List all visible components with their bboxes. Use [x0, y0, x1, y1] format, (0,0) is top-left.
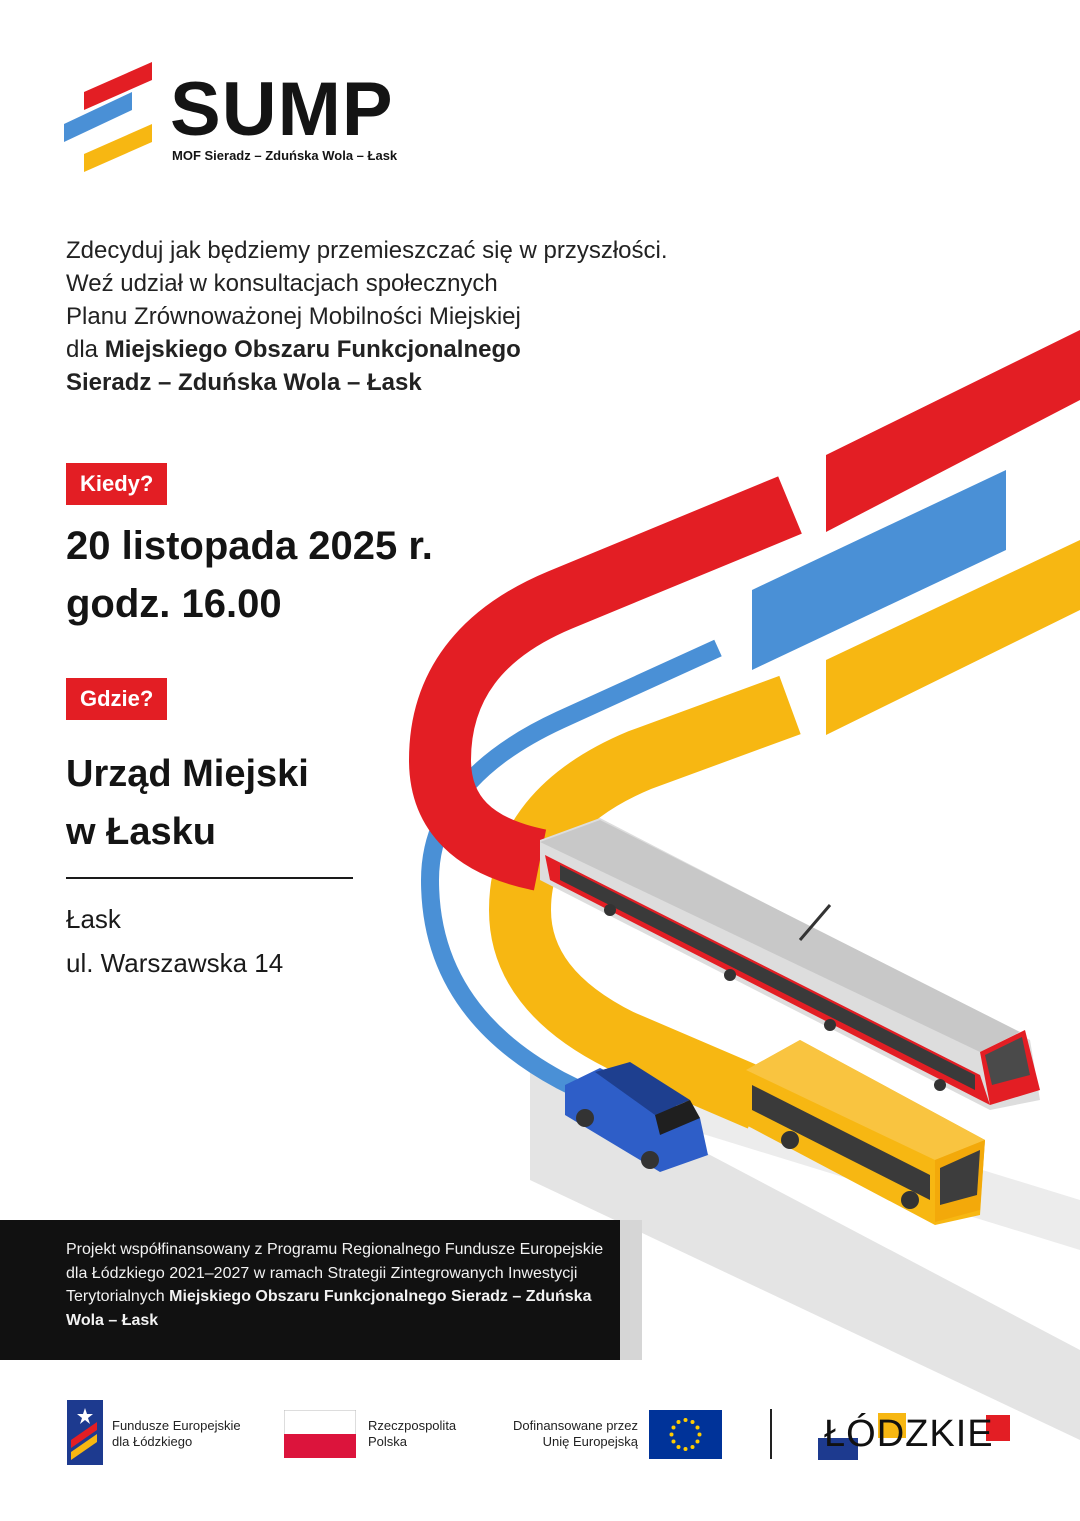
logo-title: SUMP [170, 67, 394, 152]
event-date-line: 20 listopada 2025 r. [66, 524, 433, 568]
logo-text-line: dla Łódzkiego [112, 1434, 193, 1449]
logo-text-line: Polska [368, 1434, 408, 1449]
event-place [66, 745, 309, 861]
intro-line: Weź udział w konsultacjach społecznych [66, 270, 498, 297]
logo-text-line: Fundusze Europejskie [112, 1418, 241, 1433]
intro-line: Zdecyduj jak będziemy przemieszczać się w przyszłości. [66, 237, 668, 264]
eu-funds-logo-icon [67, 1400, 103, 1465]
funding-box-accent [620, 1220, 642, 1360]
eu-cofinanced-text [498, 1418, 638, 1450]
address-street: ul. Warszawska 14 [66, 948, 284, 978]
address-city: Łask [66, 904, 121, 934]
logo-text-line: Unię Europejską [542, 1434, 638, 1449]
funding-text-bold: Miejskiego Obszaru Funkcjonalnego Sieradz – Zduńska Wola – Łask [66, 1288, 592, 1329]
funding-text-plain: Projekt współfinansowany z Programu Regionalnego Fundusze Europejskie dla Łódzkiego 2021–2027 w ramach Strategii Zintegrowanych Inwestycji Terytorialnych [66, 1241, 604, 1305]
logo-separator [770, 1409, 772, 1459]
intro-bold: Sieradz – Zduńska Wola – Łask [66, 369, 422, 396]
divider [66, 877, 353, 879]
funding-text [66, 1238, 616, 1332]
event-date [66, 517, 433, 633]
address [66, 897, 283, 985]
logo-text-line: Rzeczpospolita [368, 1418, 457, 1433]
eu-funds-logo-text [112, 1418, 241, 1450]
intro-prefix: dla [66, 336, 105, 363]
intro-line: Planu Zrównoważonej Mobilności Miejskiej [66, 303, 521, 330]
where-tag: Gdzie? [66, 678, 167, 720]
intro-bold: Miejskiego Obszaru Funkcjonalnego [104, 336, 521, 363]
place-line: w Łasku [66, 811, 216, 853]
lodzkie-logo-text: ŁÓDZKIE [824, 1413, 994, 1455]
logo-text-line: Dofinansowane przez [512, 1418, 638, 1433]
event-time-line: godz. 16.00 [66, 582, 282, 626]
place-line: Urząd Miejski [66, 753, 309, 795]
poland-logo-text [368, 1418, 456, 1450]
eu-flag-icon [649, 1410, 722, 1459]
logo-subtitle: MOF Sieradz – Zduńska Wola – Łask [172, 148, 398, 163]
poland-flag-icon [284, 1410, 356, 1458]
when-tag: Kiedy? [66, 463, 167, 505]
